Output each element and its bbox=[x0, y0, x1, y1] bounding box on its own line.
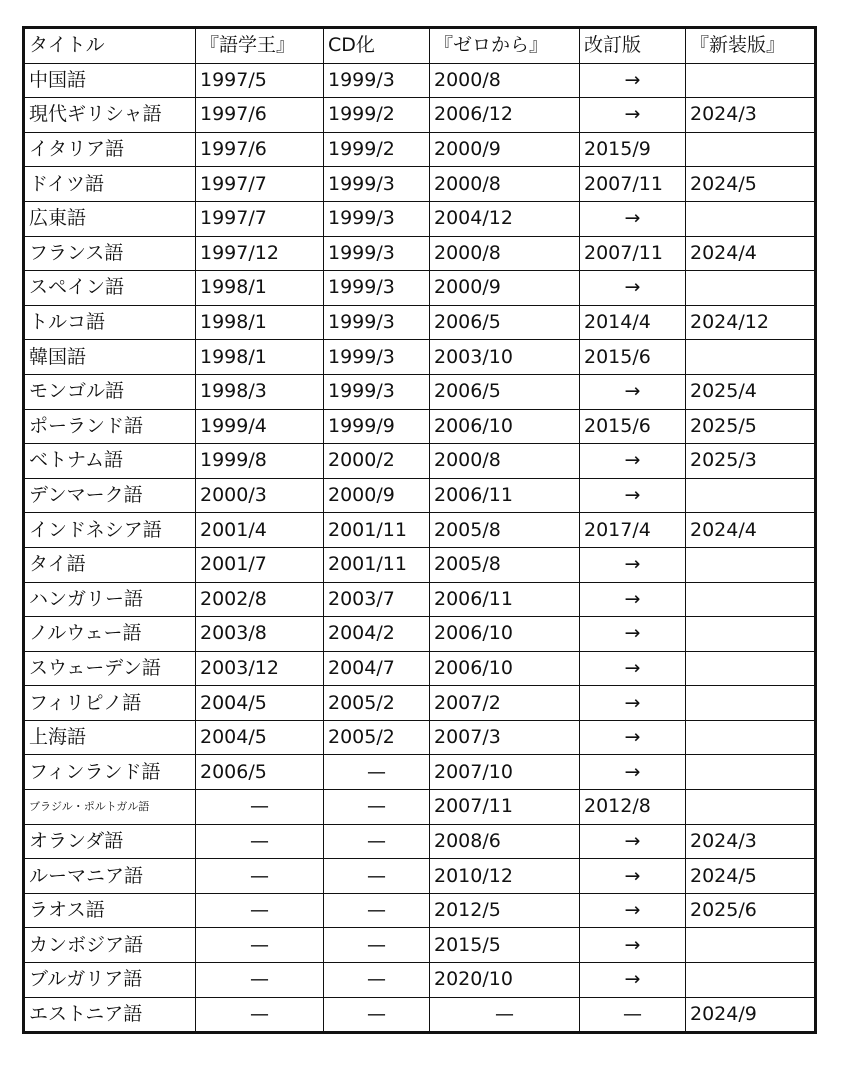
date-cell-gogakuo: 1998/1 bbox=[196, 271, 324, 306]
date-cell-cd: — bbox=[324, 928, 430, 963]
date-cell-kaiteiban: → bbox=[580, 478, 686, 513]
date-cell-kaiteiban: → bbox=[580, 963, 686, 998]
date-cell-cd: 1999/9 bbox=[324, 409, 430, 444]
table-row bbox=[24, 651, 816, 686]
language-name-cell: モンゴル語 bbox=[24, 374, 196, 409]
table-row bbox=[24, 686, 816, 721]
date-cell-cd: — bbox=[324, 790, 430, 825]
date-cell-zerokara: 2004/12 bbox=[430, 201, 580, 236]
date-cell-gogakuo: 2002/8 bbox=[196, 582, 324, 617]
date-cell-cd: — bbox=[324, 997, 430, 1033]
language-name-cell: オランダ語 bbox=[24, 824, 196, 859]
date-cell-cd: — bbox=[324, 859, 430, 894]
table-row bbox=[24, 790, 816, 825]
date-cell-kaiteiban: → bbox=[580, 617, 686, 652]
date-cell-kaiteiban: → bbox=[580, 444, 686, 479]
language-name-cell: ブラジル・ポルトガル語 bbox=[24, 790, 196, 825]
table-row bbox=[24, 167, 816, 202]
date-cell-kaiteiban: → bbox=[580, 63, 686, 98]
date-cell-kaiteiban: → bbox=[580, 928, 686, 963]
language-name-cell: ハンガリー語 bbox=[24, 582, 196, 617]
date-cell-kaiteiban: → bbox=[580, 547, 686, 582]
date-cell-zerokara: 2020/10 bbox=[430, 963, 580, 998]
date-cell-gogakuo: 2001/4 bbox=[196, 513, 324, 548]
date-cell-cd: 1999/3 bbox=[324, 271, 430, 306]
date-cell-shinsoban bbox=[686, 963, 816, 998]
date-cell-shinsoban: 2024/5 bbox=[686, 167, 816, 202]
table-row bbox=[24, 824, 816, 859]
header-cell-zerokara: 『ゼロから』 bbox=[430, 28, 580, 64]
date-cell-cd: 2000/2 bbox=[324, 444, 430, 479]
date-cell-shinsoban bbox=[686, 651, 816, 686]
language-name-cell: 上海語 bbox=[24, 720, 196, 755]
language-name-cell: ルーマニア語 bbox=[24, 859, 196, 894]
date-cell-zerokara: 2008/6 bbox=[430, 824, 580, 859]
date-cell-gogakuo: 1999/4 bbox=[196, 409, 324, 444]
date-cell-shinsoban bbox=[686, 582, 816, 617]
table-row bbox=[24, 271, 816, 306]
date-cell-zerokara: 2006/10 bbox=[430, 617, 580, 652]
date-cell-gogakuo: 1997/5 bbox=[196, 63, 324, 98]
date-cell-shinsoban: 2025/5 bbox=[686, 409, 816, 444]
header-row bbox=[24, 28, 816, 64]
date-cell-cd: 1999/3 bbox=[324, 167, 430, 202]
header-cell-gogakuo: 『語学王』 bbox=[196, 28, 324, 64]
language-name-cell: フィリピノ語 bbox=[24, 686, 196, 721]
date-cell-kaiteiban: — bbox=[580, 997, 686, 1033]
date-cell-cd: 1999/3 bbox=[324, 236, 430, 271]
date-cell-kaiteiban: → bbox=[580, 755, 686, 790]
date-cell-gogakuo: 1997/6 bbox=[196, 132, 324, 167]
date-cell-cd: 2001/11 bbox=[324, 547, 430, 582]
language-name-cell: 中国語 bbox=[24, 63, 196, 98]
date-cell-shinsoban bbox=[686, 790, 816, 825]
date-cell-shinsoban bbox=[686, 720, 816, 755]
date-cell-zerokara: — bbox=[430, 997, 580, 1033]
table-row bbox=[24, 928, 816, 963]
date-cell-gogakuo: 2006/5 bbox=[196, 755, 324, 790]
date-cell-cd: — bbox=[324, 824, 430, 859]
language-name-cell: ドイツ語 bbox=[24, 167, 196, 202]
date-cell-shinsoban: 2024/12 bbox=[686, 305, 816, 340]
date-cell-gogakuo: — bbox=[196, 893, 324, 928]
date-cell-gogakuo: — bbox=[196, 824, 324, 859]
date-cell-shinsoban: 2024/9 bbox=[686, 997, 816, 1033]
date-cell-zerokara: 2007/2 bbox=[430, 686, 580, 721]
table-row bbox=[24, 236, 816, 271]
date-cell-kaiteiban: 2015/6 bbox=[580, 340, 686, 375]
date-cell-zerokara: 2006/11 bbox=[430, 582, 580, 617]
date-cell-kaiteiban: → bbox=[580, 582, 686, 617]
date-cell-zerokara: 2000/9 bbox=[430, 271, 580, 306]
date-cell-kaiteiban: 2017/4 bbox=[580, 513, 686, 548]
date-cell-shinsoban: 2025/3 bbox=[686, 444, 816, 479]
table-row bbox=[24, 478, 816, 513]
language-name-cell: 韓国語 bbox=[24, 340, 196, 375]
date-cell-shinsoban: 2024/3 bbox=[686, 98, 816, 133]
date-cell-gogakuo: 1998/3 bbox=[196, 374, 324, 409]
table-row bbox=[24, 720, 816, 755]
date-cell-gogakuo: 2000/3 bbox=[196, 478, 324, 513]
date-cell-gogakuo: 1999/8 bbox=[196, 444, 324, 479]
date-cell-zerokara: 2005/8 bbox=[430, 513, 580, 548]
date-cell-cd: — bbox=[324, 963, 430, 998]
language-name-cell: インドネシア語 bbox=[24, 513, 196, 548]
language-name-cell: ラオス語 bbox=[24, 893, 196, 928]
table-row bbox=[24, 617, 816, 652]
date-cell-cd: 1999/3 bbox=[324, 340, 430, 375]
date-cell-shinsoban bbox=[686, 617, 816, 652]
language-name-cell: スウェーデン語 bbox=[24, 651, 196, 686]
date-cell-kaiteiban: → bbox=[580, 686, 686, 721]
date-cell-kaiteiban: → bbox=[580, 201, 686, 236]
table-row bbox=[24, 755, 816, 790]
publication-table bbox=[22, 26, 817, 1034]
language-name-cell: スペイン語 bbox=[24, 271, 196, 306]
date-cell-cd: 2004/7 bbox=[324, 651, 430, 686]
date-cell-cd: 1999/2 bbox=[324, 132, 430, 167]
language-name-cell: エストニア語 bbox=[24, 997, 196, 1033]
table-row bbox=[24, 997, 816, 1033]
language-name-cell: 広東語 bbox=[24, 201, 196, 236]
date-cell-kaiteiban: → bbox=[580, 720, 686, 755]
table-row bbox=[24, 63, 816, 98]
header-cell-cd: CD化 bbox=[324, 28, 430, 64]
language-name-cell: ノルウェー語 bbox=[24, 617, 196, 652]
language-name-cell: トルコ語 bbox=[24, 305, 196, 340]
date-cell-zerokara: 2007/11 bbox=[430, 790, 580, 825]
date-cell-kaiteiban: → bbox=[580, 824, 686, 859]
language-name-cell: カンボジア語 bbox=[24, 928, 196, 963]
language-name-cell: ポーランド語 bbox=[24, 409, 196, 444]
date-cell-kaiteiban: 2015/6 bbox=[580, 409, 686, 444]
date-cell-zerokara: 2006/11 bbox=[430, 478, 580, 513]
date-cell-gogakuo: 2004/5 bbox=[196, 720, 324, 755]
date-cell-kaiteiban: → bbox=[580, 651, 686, 686]
date-cell-cd: 2000/9 bbox=[324, 478, 430, 513]
date-cell-zerokara: 2015/5 bbox=[430, 928, 580, 963]
date-cell-cd: 2001/11 bbox=[324, 513, 430, 548]
language-name-cell: イタリア語 bbox=[24, 132, 196, 167]
table-row bbox=[24, 340, 816, 375]
table-row bbox=[24, 132, 816, 167]
language-name-cell: ブルガリア語 bbox=[24, 963, 196, 998]
date-cell-zerokara: 2007/10 bbox=[430, 755, 580, 790]
date-cell-shinsoban bbox=[686, 340, 816, 375]
language-name-cell: フィンランド語 bbox=[24, 755, 196, 790]
date-cell-gogakuo: 1997/7 bbox=[196, 167, 324, 202]
header-cell-shinsoban: 『新装版』 bbox=[686, 28, 816, 64]
date-cell-gogakuo: — bbox=[196, 859, 324, 894]
date-cell-kaiteiban: 2012/8 bbox=[580, 790, 686, 825]
date-cell-kaiteiban: 2007/11 bbox=[580, 236, 686, 271]
date-cell-gogakuo: 1997/6 bbox=[196, 98, 324, 133]
date-cell-gogakuo: 1997/12 bbox=[196, 236, 324, 271]
date-cell-gogakuo: — bbox=[196, 790, 324, 825]
date-cell-shinsoban: 2025/6 bbox=[686, 893, 816, 928]
table-row bbox=[24, 547, 816, 582]
date-cell-kaiteiban: 2007/11 bbox=[580, 167, 686, 202]
publication-table-sheet bbox=[22, 26, 817, 1034]
date-cell-gogakuo: 2003/12 bbox=[196, 651, 324, 686]
date-cell-kaiteiban: → bbox=[580, 98, 686, 133]
date-cell-shinsoban bbox=[686, 271, 816, 306]
date-cell-zerokara: 2003/10 bbox=[430, 340, 580, 375]
date-cell-shinsoban bbox=[686, 755, 816, 790]
date-cell-zerokara: 2000/8 bbox=[430, 167, 580, 202]
date-cell-zerokara: 2005/8 bbox=[430, 547, 580, 582]
table-row bbox=[24, 893, 816, 928]
date-cell-shinsoban: 2024/5 bbox=[686, 859, 816, 894]
date-cell-shinsoban bbox=[686, 928, 816, 963]
table-row bbox=[24, 444, 816, 479]
table-row bbox=[24, 963, 816, 998]
date-cell-zerokara: 2012/5 bbox=[430, 893, 580, 928]
date-cell-cd: 2005/2 bbox=[324, 720, 430, 755]
date-cell-zerokara: 2007/3 bbox=[430, 720, 580, 755]
date-cell-kaiteiban: → bbox=[580, 893, 686, 928]
date-cell-cd: 1999/3 bbox=[324, 305, 430, 340]
language-name-cell: ベトナム語 bbox=[24, 444, 196, 479]
header-cell-title: タイトル bbox=[24, 28, 196, 64]
language-name-cell: フランス語 bbox=[24, 236, 196, 271]
date-cell-cd: 2004/2 bbox=[324, 617, 430, 652]
table-row bbox=[24, 305, 816, 340]
date-cell-cd: 1999/3 bbox=[324, 374, 430, 409]
date-cell-zerokara: 2000/8 bbox=[430, 63, 580, 98]
date-cell-gogakuo: 2001/7 bbox=[196, 547, 324, 582]
date-cell-cd: — bbox=[324, 755, 430, 790]
table-body bbox=[24, 28, 816, 1033]
date-cell-cd: 1999/3 bbox=[324, 63, 430, 98]
language-name-cell: デンマーク語 bbox=[24, 478, 196, 513]
date-cell-shinsoban: 2024/3 bbox=[686, 824, 816, 859]
date-cell-shinsoban: 2025/4 bbox=[686, 374, 816, 409]
date-cell-kaiteiban: → bbox=[580, 271, 686, 306]
date-cell-shinsoban bbox=[686, 132, 816, 167]
date-cell-shinsoban: 2024/4 bbox=[686, 236, 816, 271]
date-cell-kaiteiban: → bbox=[580, 374, 686, 409]
date-cell-zerokara: 2006/10 bbox=[430, 409, 580, 444]
date-cell-zerokara: 2010/12 bbox=[430, 859, 580, 894]
date-cell-gogakuo: 2003/8 bbox=[196, 617, 324, 652]
date-cell-shinsoban: 2024/4 bbox=[686, 513, 816, 548]
table-row bbox=[24, 374, 816, 409]
table-row bbox=[24, 513, 816, 548]
date-cell-cd: — bbox=[324, 893, 430, 928]
date-cell-gogakuo: — bbox=[196, 997, 324, 1033]
date-cell-zerokara: 2006/12 bbox=[430, 98, 580, 133]
table-row bbox=[24, 98, 816, 133]
table-row bbox=[24, 409, 816, 444]
date-cell-cd: 2005/2 bbox=[324, 686, 430, 721]
date-cell-kaiteiban: → bbox=[580, 859, 686, 894]
header-cell-kaiteiban: 改訂版 bbox=[580, 28, 686, 64]
language-name-cell: タイ語 bbox=[24, 547, 196, 582]
date-cell-zerokara: 2000/9 bbox=[430, 132, 580, 167]
date-cell-kaiteiban: 2015/9 bbox=[580, 132, 686, 167]
table-row bbox=[24, 859, 816, 894]
date-cell-zerokara: 2006/5 bbox=[430, 305, 580, 340]
date-cell-gogakuo: 1997/7 bbox=[196, 201, 324, 236]
date-cell-zerokara: 2000/8 bbox=[430, 444, 580, 479]
date-cell-gogakuo: — bbox=[196, 963, 324, 998]
language-name-cell: 現代ギリシャ語 bbox=[24, 98, 196, 133]
table-row bbox=[24, 201, 816, 236]
date-cell-cd: 1999/3 bbox=[324, 201, 430, 236]
date-cell-shinsoban bbox=[686, 686, 816, 721]
date-cell-cd: 1999/2 bbox=[324, 98, 430, 133]
date-cell-gogakuo: 2004/5 bbox=[196, 686, 324, 721]
date-cell-zerokara: 2006/5 bbox=[430, 374, 580, 409]
date-cell-gogakuo: 1998/1 bbox=[196, 305, 324, 340]
date-cell-shinsoban bbox=[686, 63, 816, 98]
date-cell-gogakuo: — bbox=[196, 928, 324, 963]
table-row bbox=[24, 582, 816, 617]
date-cell-shinsoban bbox=[686, 547, 816, 582]
date-cell-gogakuo: 1998/1 bbox=[196, 340, 324, 375]
date-cell-zerokara: 2000/8 bbox=[430, 236, 580, 271]
date-cell-shinsoban bbox=[686, 201, 816, 236]
date-cell-zerokara: 2006/10 bbox=[430, 651, 580, 686]
date-cell-cd: 2003/7 bbox=[324, 582, 430, 617]
date-cell-shinsoban bbox=[686, 478, 816, 513]
date-cell-kaiteiban: 2014/4 bbox=[580, 305, 686, 340]
